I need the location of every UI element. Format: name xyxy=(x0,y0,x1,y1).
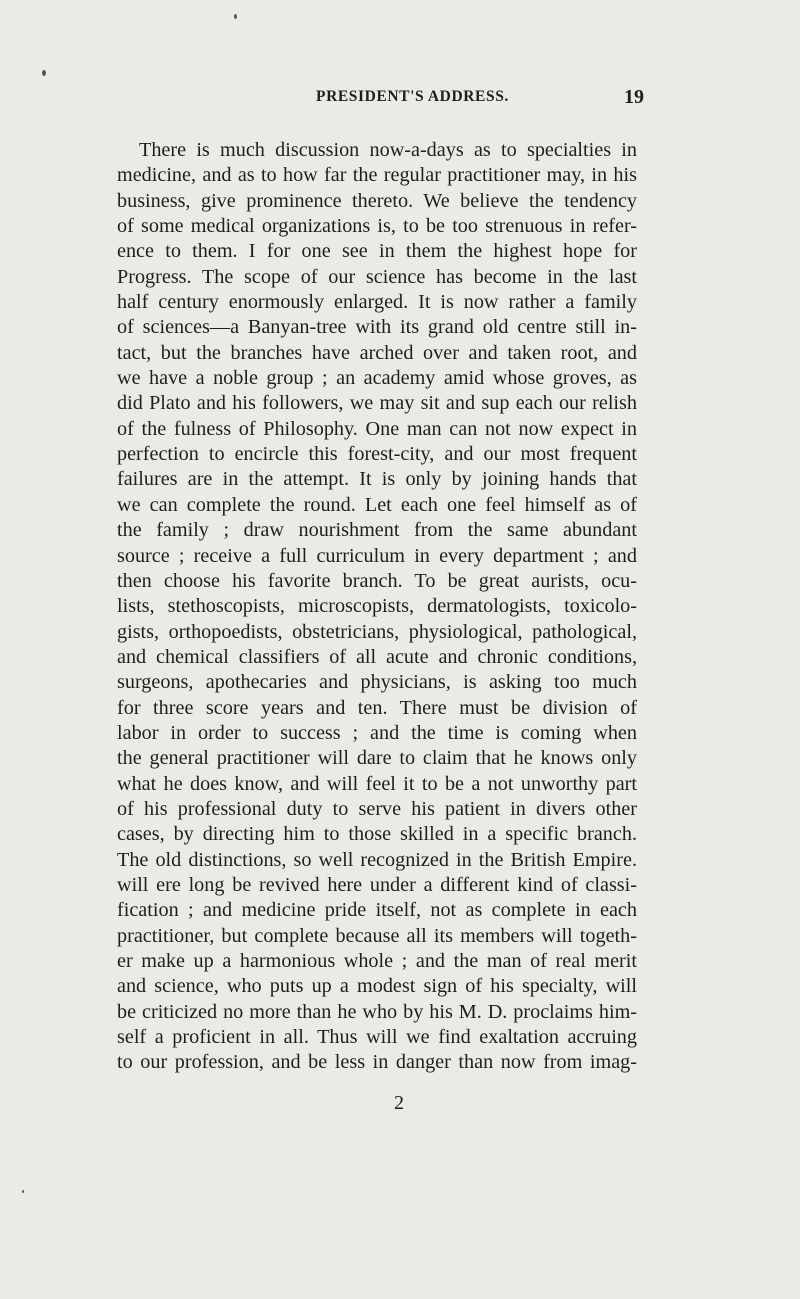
text-line: labor in order to success ; and the time is coming when xyxy=(117,721,637,744)
text-line: then choose his favorite branch. To be great aurists, ocu- xyxy=(117,569,637,592)
text-line: what he does know, and will feel it to be a not unworthy part xyxy=(117,772,637,795)
text-line: lists, stethoscopists, microscopists, dermatologists, toxicolo- xyxy=(117,595,637,618)
signature-mark: 2 xyxy=(394,1092,404,1114)
text-line: ence to them. I for one see in them the highest hope for xyxy=(117,240,637,263)
text-line: self a proficient in all. Thus will we find exaltation accruing xyxy=(117,1026,637,1049)
text-line: Progress. The scope of our science has become in the last xyxy=(117,265,637,288)
text-line: There is much discussion now-a-days as to specialties in xyxy=(139,139,637,161)
text-line: did Plato and his followers, we may sit and sup each our relish xyxy=(117,392,637,415)
text-line: for three score years and ten. There must be division of xyxy=(117,696,637,719)
text-line: of sciences—a Banyan-tree with its grand old centre still in- xyxy=(117,316,637,339)
text-line: The old distinctions, so well recognized in the British Empire. xyxy=(117,848,637,871)
text-line: the general practitioner will dare to claim that he knows only xyxy=(117,747,637,770)
text-line: of his professional duty to serve his patient in divers other xyxy=(117,797,637,820)
text-line: cases, by directing him to those skilled in a specific branch. xyxy=(117,823,637,846)
text-line: half century enormously enlarged. It is now rather a family xyxy=(117,291,637,314)
text-line: tact, but the branches have arched over and taken root, and xyxy=(117,341,637,364)
running-head: PRESIDENT'S ADDRESS. xyxy=(316,88,509,105)
text-line: failures are in the attempt. It is only by joining hands that xyxy=(117,468,637,491)
text-line: of the fulness of Philosophy. One man can not now expect in xyxy=(117,417,637,440)
text-line: business, give prominence thereto. We believe the tendency xyxy=(117,189,637,212)
body-paragraph xyxy=(117,138,637,1076)
page-number: 19 xyxy=(624,86,644,108)
text-line: the family ; draw nourishment from the same abundant xyxy=(117,519,637,542)
text-line: fication ; and medicine pride itself, not as complete in each xyxy=(117,899,637,922)
text-line: perfection to encircle this forest-city, and our most frequent xyxy=(117,443,637,466)
text-line: gists, orthopoedists, obstetricians, physiological, pathological, xyxy=(117,620,637,643)
ink-speck xyxy=(42,70,46,76)
text-line: to our profession, and be less in danger than now from imag- xyxy=(117,1051,637,1074)
text-line: be criticized no more than he who by his M. D. proclaims him- xyxy=(117,1000,637,1023)
ink-speck xyxy=(22,1190,24,1193)
text-line: we have a noble group ; an academy amid whose groves, as xyxy=(117,367,637,390)
text-line: we can complete the round. Let each one feel himself as of xyxy=(117,493,637,516)
text-line: practitioner, but complete because all its members will togeth- xyxy=(117,924,637,947)
text-line: of some medical organizations is, to be too strenuous in refer- xyxy=(117,215,637,238)
text-line: and science, who puts up a modest sign of his specialty, will xyxy=(117,975,637,998)
text-line: will ere long be revived here under a different kind of classi- xyxy=(117,873,637,896)
text-line: er make up a harmonious whole ; and the man of real merit xyxy=(117,950,637,972)
ink-speck xyxy=(234,14,237,19)
text-line: medicine, and as to how far the regular practitioner may, in his xyxy=(117,164,637,187)
text-line: surgeons, apothecaries and physicians, is asking too much xyxy=(117,671,637,694)
text-line: source ; receive a full curriculum in every department ; and xyxy=(117,544,637,567)
text-line: and chemical classifiers of all acute and chronic conditions, xyxy=(117,645,637,668)
